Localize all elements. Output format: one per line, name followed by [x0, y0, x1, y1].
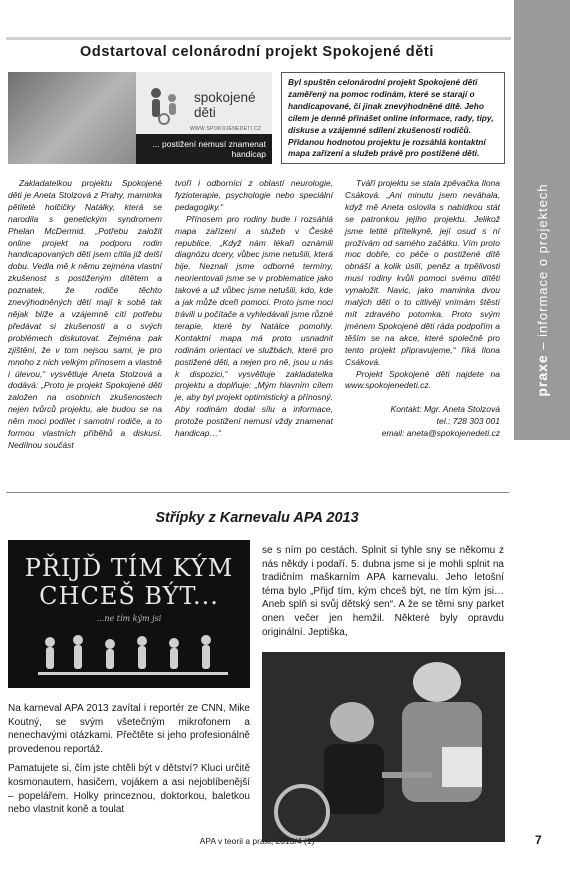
- paragraph: Projekt Spokojené děti najdete na www.spokojenedeti.cz.: [345, 368, 500, 391]
- poster-line-1: PŘIJĎ TÍM KÝM: [24, 554, 234, 582]
- article1-column-3: [345, 178, 500, 440]
- logo-url: WWW.SPOKOJENEDETI.CZ: [190, 126, 262, 132]
- family-logo-icon: [146, 86, 184, 126]
- article1-photo: [8, 72, 272, 164]
- logo-banner: ... postižení nemusí znamenat handicap: [136, 134, 272, 164]
- musicians-silhouette-icon: [38, 632, 228, 682]
- side-tab-bold: praxe: [534, 354, 550, 397]
- children-photo: [8, 72, 136, 164]
- article2-title: Střípky z Karnevalu APA 2013: [155, 510, 359, 526]
- carnival-photo-scene: [262, 652, 505, 842]
- carnival-poster: [8, 540, 250, 688]
- page-number: 7: [535, 833, 542, 847]
- article1-column-1: [8, 178, 162, 452]
- paragraph: tvoří i odborníci z oblastí neurologie, fyzioterapie, psychologie nebo speciální pedagogiky.“: [175, 178, 333, 212]
- paragraph: Zakladatelkou projektu Spokojené děti je Aneta Stolzová z Prahy, maminka pětileté holčičky Natálky, která se narodila s genetickým syndromem Phelan McDermid. „Potřebu založit online projekt na podporu rodin handicapovaných dětí jsem cítila již delší dobu. Vedla mě k němu zejména vlastní zkušenost s postiženým dítětem a poznatek, že rodiče těchto znevýhodněných dětí mají k sobě tak nějak blíže a vzájemně cítí potřebu předávat si zkušenosti a o svých problémech diskutovat. Zejména pak zjištění, že v tom nejsou sami, je pro mnoho z nich velkým přínosem a vlastně i úlevou,“ vysvětluje Aneta Stolzová a dodává: „Proto je projekt Spokojené děti založen na osobních zkušenostech nejen tvůrců projektu, ale budou se na něm moci podílet i samotní rodiče, a to formou vlastních příběhů a diskusí. Nedílnou součást: [8, 178, 162, 450]
- side-tab-rest: – informace o projektech: [535, 183, 550, 355]
- paragraph: Přínosem pro rodiny bude i rozsáhlá mapa zařízení a služeb v České republice. „Když nám lékaři oznámili diagnózu dcery, vůbec jsme netušili, která bije. Neznali jsme odborné termíny, neorientovali jsme se v problematice jako takové a už vůbec jsme netušili, kdo, kde a jak může dceři pomoci. Proto jsme noci trávili u počítače a vyhledávali jsme různé terapie, které by Natálce pomohly. Kontaktní mapa má proto usnadnit rodinám orientaci ve službách, které pro postižené děti, a nejen pro ně, jsou u nás k dispozici,“ vysvětluje zakladatelka projektu a doplňuje: „Mým hlavním cílem je, aby byl projekt optimistický a přínosný. Aby rodinám dodal sílu a informace, protože postižení nemusí vždy znamenat handicap…“: [175, 213, 333, 439]
- paragraph: Na karneval APA 2013 zavítal i reportér ze CNN, Mike Koutný, se svým všetečným mikrofonem a nenechavými otázkami. Přečtěte si jeho profesionálně provedenou reportáž.: [8, 703, 250, 755]
- article1-title: Odstartoval celonárodní projekt Spokojené děti: [80, 44, 434, 60]
- article2-right-column: [262, 544, 504, 645]
- contact-phone: tel.: 728 303 001: [436, 416, 500, 427]
- poster-line-3: ...ne tím kým jsi: [96, 614, 162, 623]
- paragraph: Pamatujete si, čím jste chtěli být v dětství? Kluci určitě kosmonautem, hasičem, vojákem a asi nejoblíbenější – popelářem. Holky princeznou, doktorkou, baletkou nebo vlastnit koně a toulat: [8, 763, 250, 816]
- article1-column-2: [175, 178, 333, 440]
- section-divider: [6, 492, 509, 493]
- carnival-photo: [262, 652, 505, 842]
- contact-email: email: aneta@spokojenedeti.cz: [381, 428, 500, 439]
- logo-word: spokojené děti: [194, 90, 256, 120]
- paragraph: Tváří projektu se stala zpěvačka Ilona Csáková. „Ani minutu jsem neváhala, když mě Aneta oslovila s nabídkou stát se patronkou jejího projektu. Jelikož jsme letité přítelkyně, její osud s ní prožívám od samého začátku. Vím proto moc dobře, co péče o postižené dítě obnáší a kolik úsilí, peněz a trpělivosti musí rodiny kvůli pomoci svému dítěti vynaložit. Navic, jako maminka dvou malých dětí o to citlivěji vnímám štěstí mít zdravého potomka. Proto svým jménem Spokojené děti ráda podpořím a těším se na akce, které společně pro tento projekt připravujeme,“ říká Ilona Csáková.: [345, 178, 500, 367]
- article1-lead-box: Byl spuštěn celonárodní projekt Spokojené děti zaměřený na pomoc rodinám, které se starají o handicapované, či jinak znevýhodněné dítě. Jeho cílem je denně přinášet online informace, rady, tipy, diskuse a vzájemné sdílení zkušeností rodičů. Přidanou hodnotou projektu je rozsáhlá kontaktní mapa zařízení a služeb právě pro postižené děti.: [281, 72, 505, 164]
- top-rule: [6, 37, 511, 40]
- side-tab-label: [514, 0, 570, 440]
- contact-name: Kontakt: Mgr. Aneta Stolzová: [390, 404, 500, 415]
- paragraph: se s ním po cestách. Splnit si tyhle sny se někomu z nás někdy i podaří. 5. dubna jsme si je mohli splnit na tradičním maškarním APA karnevalu. Jeho letošní téma bylo „Přijď tím, kým chceš být, ne tím kým jsi… Aneb splň si svůj dětský sen“. A že se těmi sny parket onen večer jen hemžil. Některé byly opravdu originální. Jeptiška,: [262, 545, 504, 638]
- footer-journal: APA v teorii a praxi, 2013/4 (1): [199, 836, 315, 846]
- poster-line-2: CHCEŠ BÝT...: [39, 582, 219, 610]
- article2-left-column: [8, 702, 250, 823]
